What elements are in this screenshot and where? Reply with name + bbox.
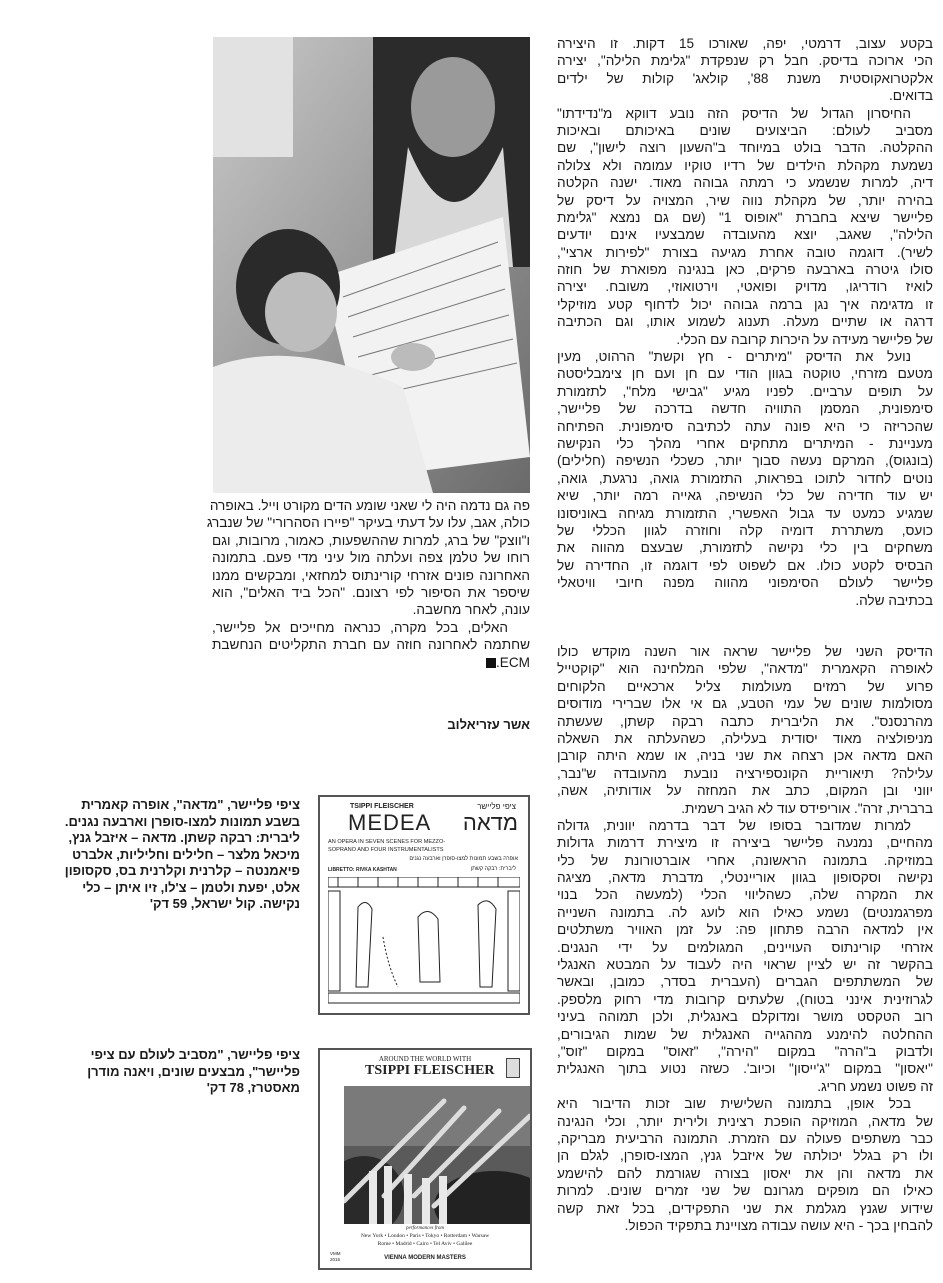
caption-line: מיכאל מלצר – חלילים וחליליות, אלברט xyxy=(72,846,300,862)
line xyxy=(557,1130,933,1147)
line xyxy=(557,939,933,956)
text-line: הבסיס לקטע כולו. אם לשפוט לפי דוגמה זו, החדירה של xyxy=(557,557,933,573)
line xyxy=(557,452,933,469)
cover-cities-2: Rome • Madrid • Cairo • Tel Aviv • Galilee xyxy=(377,1241,473,1247)
line xyxy=(557,973,933,990)
text-line: יווני ובן המקום, כתב את המחזה על אודותיה, אשה, xyxy=(557,783,933,799)
line xyxy=(557,226,933,243)
line xyxy=(557,487,933,504)
line xyxy=(212,619,530,636)
caption-line: בשבע תמונות למצו-סופרן וארבעה נגנים. xyxy=(64,813,300,829)
text-line: האם מדאה אכן רצחה את שני בניה, או שמא היתה קורבן xyxy=(557,748,933,764)
text-line: להבחין בכך - היא עושה עבודה מצויינת בתפקיד הכפול. xyxy=(624,1217,933,1233)
line xyxy=(557,209,933,226)
line xyxy=(557,747,933,764)
album-cover-around-the-world xyxy=(318,1048,532,1270)
text-line: את מדאה והן את יאסון בצורה שגורמת להם להישמע xyxy=(557,1165,933,1181)
cover-composer-en: TSIPPI FLEISCHER xyxy=(350,803,414,810)
line xyxy=(557,765,933,782)
line xyxy=(557,1147,933,1164)
text-line: הלילה", שאגב, יוצא מהעובדה שמבצעיו אינם יודעים xyxy=(557,227,933,243)
text-line: מהרנסנס". את הליברית כתבה רבקה קשתן, שעשתה xyxy=(557,713,933,729)
line xyxy=(212,601,530,618)
line xyxy=(557,383,933,400)
text-line: את המקרה שלה, כשהליווי הכלי (למעשה הכל בנוי xyxy=(557,887,933,903)
text-line: ו"ווצק" של ברג, למרות שההשפעות, כאמור, מרובות, וגם xyxy=(212,532,530,548)
text-line: סולו גיטרה בארבעה פרקים, כאן בנגינה מפוארת של חוזה xyxy=(557,262,933,278)
line xyxy=(557,991,933,1008)
line xyxy=(557,70,933,87)
paragraph xyxy=(557,348,933,609)
text-line: בכל אופן, בתמונה השלישית שוב זכות הדיבור היא xyxy=(557,1096,911,1112)
cover-composer-he: ציפי פליישר xyxy=(477,802,516,811)
line xyxy=(557,157,933,174)
text-line: נקישה וסקסופון בגוון אוריינטלי, מדברת מדאה, מציגה xyxy=(557,870,933,886)
line xyxy=(557,418,933,435)
line xyxy=(557,695,933,712)
line xyxy=(557,105,933,122)
text-line: עונה, לאחר מחשבה. xyxy=(412,602,530,618)
text-line: שיספר את הסיפור לפי רצונם. "הכל ביד האלים", הוא xyxy=(212,584,530,600)
text-line: שחתמה לאחרונה חוזה עם חברת התקליטים הנחשבת xyxy=(212,637,530,653)
line xyxy=(557,921,933,938)
text-line: נשמעת מקהלת הילדים של רדיו טוקיו עמומה ולא צלולה xyxy=(557,157,933,173)
line xyxy=(557,1043,933,1060)
line xyxy=(557,869,933,886)
text-line: "יאסון" במקום "ג'ייסון" וכיוב'. כשזה נטוע בתוך האנגלית xyxy=(557,1061,933,1077)
text-line: לגרוזינית אינני בטוח), שלעתים קרובות מדי רחוק מלספק. xyxy=(557,991,933,1007)
line xyxy=(209,497,530,514)
cover-photo-sculpture xyxy=(344,1086,530,1224)
text-line: כאילו הם מופקים מגרונם של שני זמרים שונים. למרות xyxy=(557,1183,933,1199)
line xyxy=(557,1113,933,1130)
line xyxy=(557,505,933,522)
text-line: רוחו של טלמן צפה ועלתה מול עיני מדי פעם. בתמונה xyxy=(212,550,530,566)
text-line: לואיז רודריגו, מדויק ופואטי, וירטואוזי, משובח. יצירה xyxy=(557,279,933,295)
line xyxy=(557,1165,933,1182)
text-line: אלקטרואקוסטית משנת 88', קולאג' קולות של ילדים xyxy=(557,70,933,86)
caption-line: מאסטרז, 78 דק' xyxy=(206,1080,300,1095)
cover-subtitle-2: SOPRANO AND FOUR INSTRUMENTALISTS xyxy=(328,847,444,853)
text-line: מהחיים, נמנעה פליישר ביצירה זו מיצירת דרמות גדולות xyxy=(557,835,933,851)
line xyxy=(557,348,933,365)
line xyxy=(557,1078,933,1095)
text-line: לשיר). דוגמה טובה אחרת מגיעה בצורת "לפירות ארצי", xyxy=(557,244,933,260)
text-line: נועל את הדיסק "מיתרים - חץ וקשת" הרהוט, מעין xyxy=(557,349,911,365)
text-line: (בונגוס), המרקם נעשה סבוך יותר, כשכלי הנשיפה (חלילים) xyxy=(557,453,933,469)
article-column-right-top xyxy=(557,35,933,609)
caption-around-the-world xyxy=(15,1047,300,1097)
line xyxy=(557,557,933,574)
line xyxy=(557,313,933,330)
text-line: ECM. xyxy=(496,654,530,670)
line xyxy=(557,713,933,730)
cover-libretto-en: LIBRETTO: RIVKA KASHTAN xyxy=(328,867,397,873)
text-line: בקטע עצוב, דרמטי, יפה, שאורכו 15 דקות. זו היצירה xyxy=(557,36,933,51)
text-line: עלילה? תיאוריית הקונספירציה נובעת מהעובדה ש"נבר, xyxy=(557,765,933,781)
text-line: מטעם מזרחי, טוקטה בגוון הודי עם חן ועם חן צימבליסטה xyxy=(557,366,933,382)
line xyxy=(212,532,530,549)
line xyxy=(557,470,933,487)
text-line: רוב הטקסט מושר ומדוקלם באנגלית, ולכן תמוהה בעיני xyxy=(557,1009,933,1025)
line xyxy=(557,435,933,452)
cover-name: TSIPPI FLEISCHER xyxy=(365,1063,495,1078)
line xyxy=(557,174,933,191)
line xyxy=(557,1200,933,1217)
line xyxy=(557,800,933,817)
article-column-left xyxy=(206,497,530,671)
line xyxy=(557,852,933,869)
text-line: שהכריזה כי היא פונה עתה לכתיבה סימפונית. הפתיחה xyxy=(557,418,933,434)
line xyxy=(557,261,933,278)
text-line: בהקשר זה יש לציין שראוי היה לעבוד על המבטא האנגלי xyxy=(557,957,933,973)
text-line: הכי ארוכה בדיסק. חבל רק שנפקדת "גלימת הלילה", יצירה xyxy=(557,53,933,69)
line xyxy=(557,122,933,139)
line xyxy=(557,886,933,903)
paragraph xyxy=(212,619,530,671)
text-line: כולה, אגב, עלו על דעתי בעיקר "פיירו הסהרורי" של שנברג xyxy=(206,515,530,531)
text-line: שידוע שגנץ מגלמת את שני התפקידים, בכל זאת קשה xyxy=(557,1200,933,1216)
text-line: של מדאה, המוזיקה הופכת רצינית ולירית יותר, וכלי הנגינה xyxy=(557,1113,933,1129)
album-cover-medea xyxy=(318,795,530,1015)
caption-line: ציפי פליישר, "מסביב לעולם עם ציפי xyxy=(90,1047,300,1062)
line xyxy=(557,400,933,417)
text-line: דרגה או שתיים מעלה. תענוג לשמוע אותו, וגם הכתיבה xyxy=(557,314,933,330)
text-line: סימפונית, המסמן התוויה חדשה בדרכה של פליישר, xyxy=(557,401,933,417)
text-line: אזרחי קורינתוס העויינים, המגולמים על ידי הנגנים. xyxy=(557,939,933,955)
text-line: בכתיבה שלה. xyxy=(855,592,933,608)
line xyxy=(206,514,530,531)
line xyxy=(557,1008,933,1025)
line xyxy=(557,678,933,695)
line xyxy=(557,643,933,660)
line xyxy=(557,1217,933,1234)
greek-vase-illustration xyxy=(328,877,520,1005)
line xyxy=(557,296,933,313)
line xyxy=(212,584,530,601)
text-line: בדואים. xyxy=(889,88,933,104)
text-line: נוטים לחדור לתוכו בפראות, התזמורת גואה, נרגעת, גואה, xyxy=(557,470,933,486)
text-line: ברברית, זרה". אוריפידס עוד לא הגיב רשמית. xyxy=(681,800,933,816)
cover-performances: performances from xyxy=(405,1226,444,1231)
line xyxy=(557,1095,933,1112)
text-line: פרוע של רמזים מעולמות צליל ארכאיים הלקוחים xyxy=(557,678,933,694)
line xyxy=(212,567,530,584)
text-line: האלים, בכל מקרה, כנראה מחייכים אל פליישר, xyxy=(212,619,508,635)
cover-label: VIENNA MODERN MASTERS xyxy=(384,1255,466,1261)
paragraph xyxy=(557,643,933,817)
caption-line: פליישר", מבצעים שונים, ויאנה מודרן xyxy=(87,1063,300,1079)
line xyxy=(557,331,933,348)
text-line: שמגיע כמעט עד גבול האפשרי, התזמורת מגיחה באוניסונו xyxy=(557,505,933,521)
text-line: פליישר לעולם הסימפוני מהווה מפנה חיובי וויטאלי xyxy=(557,575,933,591)
line xyxy=(557,1060,933,1077)
text-line: מסולמות שונים של עמי הטבע, גם אי אלו שברירי מודוסים xyxy=(557,696,933,712)
text-line: מניפולציה מאוד יסודית בעלילה, כשהעלתה את השאלה xyxy=(557,730,933,746)
paragraph xyxy=(557,105,933,348)
label-logo xyxy=(506,1058,520,1078)
text-line: פליישר שיצא בחברת "אופוס 1" (שם גם נמצא "גלימת xyxy=(557,209,933,225)
text-line: דיה, למרות שנשמע כי רמתה גבוהה מאוד. ישנה הקלטה xyxy=(557,175,933,191)
line xyxy=(557,278,933,295)
caption-line: ליברית: רבקה קשתן. מדאה – איזבל גנץ, xyxy=(68,830,300,845)
article-column-right-bottom xyxy=(557,643,933,1234)
paragraph xyxy=(206,497,530,619)
text-line: ולדבוק ב"הרה" במקום "הירה", "זאוס" במקום "זוס", xyxy=(557,1043,933,1059)
text-line: במוזיקה. בתמונה הראשונה, אחרי אוברטורונת של כלי xyxy=(557,852,933,868)
line xyxy=(557,365,933,382)
text-line: משחקים בין כלי נקישה לתזמורת, שבעצם מהווה את xyxy=(557,540,933,556)
end-of-article-mark-icon xyxy=(486,658,496,668)
text-line: זו מדגימה איך נגן ברמה גבוהה יכול לדחוף קטע מוזיקלי xyxy=(557,296,933,312)
paragraph xyxy=(557,35,933,105)
text-line: לאופרה הקאמרית "מדאה", שלפי המלחינה הוא "קוקטייל xyxy=(557,661,933,677)
text-line: יש עוד חדירה של כלי הנשיפה, גאייה רמה יותר, שיא xyxy=(557,488,933,504)
line xyxy=(557,817,933,834)
line xyxy=(557,192,933,209)
line xyxy=(557,87,933,104)
text-line: אין למדאה הרבה פתחון פה: על זמן האוויר משתלטים xyxy=(557,922,933,938)
caption-medea xyxy=(15,797,300,913)
text-line: פה גם נדמה היה לי שאני שומע הדים מקורט וייל. באופרה xyxy=(209,498,530,513)
text-line: האחרונה פונים אזרחי קורינתוס למחזאי, ומבקשים ממנו xyxy=(212,567,530,583)
paragraph xyxy=(557,1095,933,1234)
line xyxy=(557,834,933,851)
text-line: למרות שמדובר בסופו של דבר בדרמה יוונית, גדולה xyxy=(557,817,911,833)
line xyxy=(557,730,933,747)
line xyxy=(557,139,933,156)
line xyxy=(557,782,933,799)
line xyxy=(557,574,933,591)
line xyxy=(212,549,530,566)
cover-cities-1: New York • London • Paris • Tokyo • Rotterdam • Warsaw xyxy=(360,1233,490,1239)
text-line: של פליישר מעידה על היכרות קרובה עם הכלי. xyxy=(676,331,933,347)
cover-title-en: MEDEA xyxy=(348,810,432,835)
text-line: ההחלטה להימנע מההגייה האנגלית של שמות הגיבורים, xyxy=(557,1026,933,1042)
text-line: בהירה יותר, של מקהלת נווה שיר, המצויה על דיסק של xyxy=(557,192,933,208)
cover-subtitle-he: אופרה בשבע תמונות למצו-סופרן וארבעה נגנים xyxy=(409,856,518,862)
cover-catalog-2: 2015 xyxy=(330,1257,341,1262)
paragraph xyxy=(557,817,933,1095)
text-line: מסביב לעולם: הביצועים שונים באיכותם ובאיכות xyxy=(557,122,933,138)
line xyxy=(557,592,933,609)
caption-line: פיאמנטה – קלרנית וקלרנית בס, סקסופון xyxy=(64,863,300,878)
caption-line: ציפי פליישר, "מדאה", אופרה קאמרית xyxy=(81,797,300,812)
text-line: החיסרון הגדול של הדיסק הזה נובע דווקא מ"נדידתו" xyxy=(557,105,911,121)
line xyxy=(557,35,933,52)
text-line: ההקלטה. הדבר בולט במיוחד ב"השעון רוצה לישון", שם xyxy=(557,140,933,156)
line xyxy=(557,539,933,556)
line xyxy=(557,244,933,261)
line xyxy=(557,1026,933,1043)
cover-title-he: מדאה xyxy=(462,810,518,835)
cover-catalog-1: VMM xyxy=(330,1251,341,1256)
line xyxy=(212,636,530,653)
text-line: ולו רק בגלל יכולתה של איזבל גנץ, המצו-סופרן, לגלם הן xyxy=(557,1148,933,1164)
text-line: של המשתתפים הגברים (העברית בסדר, כמובן, ובאשר xyxy=(557,974,933,990)
text-line: זה פשוט נשמע חריג. xyxy=(817,1078,933,1094)
line xyxy=(557,956,933,973)
cover-top: AROUND THE WORLD WITH xyxy=(378,1055,472,1063)
line xyxy=(557,660,933,677)
text-line: מעניינת - המיתרים מתחקים אחרי מהלך כלי הנקישה xyxy=(557,435,933,451)
line xyxy=(557,1182,933,1199)
cover-subtitle-1: AN OPERA IN SEVEN SCENES FOR MEZZO- xyxy=(328,839,446,845)
text-line: כועס, משתררת דומיה קלה וחוזרה לגוון הכללי של xyxy=(557,522,933,538)
line xyxy=(212,654,530,671)
text-line: מפרגמנטים) נשמע כאילו הוא לועג לה. בתמונה השנייה xyxy=(557,904,933,920)
composer-photo xyxy=(213,37,530,493)
line xyxy=(557,52,933,69)
caption-line: נקישה. קול ישראל, 59 דק' xyxy=(149,896,300,911)
line xyxy=(557,904,933,921)
cover-libretto-he: ליברית: רבקה קשתן xyxy=(470,866,516,872)
line xyxy=(557,522,933,539)
text-line: כבר משתפים פעולה עם הזמרת. התמונה הרביעית מבריקה, xyxy=(557,1130,933,1146)
author-byline: אשר עזריאלוב xyxy=(447,717,530,732)
caption-line: אלט, יפעת ולטמן – צ'לו, זיו איתן – כלי xyxy=(82,879,300,895)
text-line: על תופים ערביים. לפניו מגיע "גבישי מלח", לתזמורת xyxy=(557,383,933,399)
text-line: הדיסק השני של פליישר שראה אור השנה מוקדש כולו xyxy=(557,644,933,659)
